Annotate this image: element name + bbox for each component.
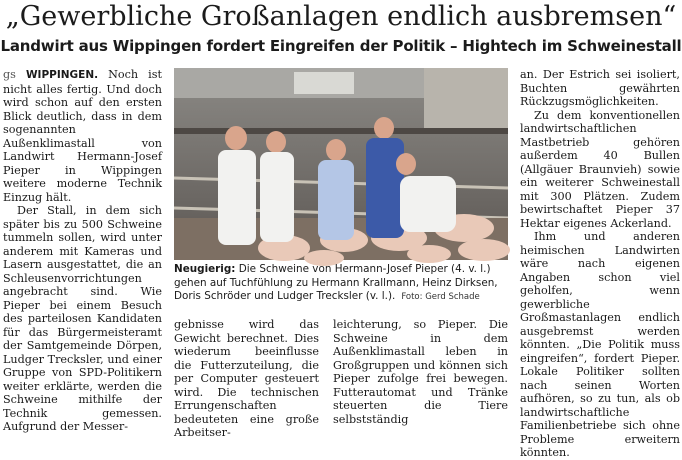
paragraph-4-3: Ihm und anderen heimischen Landwirten wäre nach eigenen Angaben schon viel geholfen, wenn gewerbliche Großmastanlagen endlich ausgebremst werden könnten. „Die Politik muss eingreifen“, fordert Pieper. Lokale Politiker sollten nach seinen Worten aufhören, so zu tun, als ob landwirtschaftliche Familienbetriebe sich ohne Probleme erweitern könnten. xyxy=(520,230,680,459)
column-2-text: gebnisse wird das Gewicht berechnet. Dies wiederum beeinflusse die Futterzuteilung, die per Computer gesteuert wird. Die technischen Errungenschaften bedeuteten eine große Arbeitser- xyxy=(174,318,319,439)
paragraph-1 xyxy=(3,68,162,204)
subheadline: Landwirt aus Wippingen fordert Eingreifen der Politik – Hightech im Schweinestall xyxy=(0,37,682,55)
paragraph-2: Der Stall, in dem sich später bis zu 500 Schweine tummeln sollen, wird unter anderem mit Kameras und Lasern ausgestattet, die an Schleusenvorrichtungen angebracht sind. Wie Pieper bei einem Besuch des parteilosen Kandidaten für das Bürgermeisteramt der Samtgemeinde Dörpen, Ludger Trecksler, und einer Gruppe von SPD-Politikern weiter erklärte, werden die Schweine mithilfe der Technik gemessen. Aufgrund der Messer- xyxy=(3,204,162,433)
photo-caption xyxy=(174,263,508,305)
author-initials: gs xyxy=(3,68,16,81)
headline: „Gewerbliche Großanlagen endlich ausbremsen“ xyxy=(5,1,677,32)
article-column-2 xyxy=(174,318,319,439)
article-column-3 xyxy=(333,318,508,426)
photo-credit: Foto: Gerd Schade xyxy=(401,292,480,303)
column-3-text: leichterung, so Pieper. Die Schweine in dem Außenklimastall leben in Großgruppen und können sich Pieper zufolge frei bewegen. Futterautomat und Tränke steuerten die Tiere selbstständig xyxy=(333,318,508,426)
paragraph-1-text: Noch ist nicht alles fertig. Und doch wird schon auf den ersten Blick deutlich, dass in dem sogenannten Außenklimastall von Landwirt Hermann-Josef Pieper in Wippingen weitere moderne Technik Einzug hält. xyxy=(3,68,162,204)
caption-text: Die Schweine von Hermann-Josef Pieper (4. v. l.) gehen auf Tuchfühlung zu Hermann Krallmann, Heinz Dirksen, Doris Schröder und Ludger Trecksler (v. l.). xyxy=(174,263,498,303)
article-column-1 xyxy=(3,68,162,433)
caption-label: Neugierig: xyxy=(174,263,236,275)
dateline: WIPPINGEN. xyxy=(25,69,99,81)
paragraph-4-1: an. Der Estrich sei isoliert, Buchten gewährten Rückzugsmöglichkeiten. xyxy=(520,68,680,108)
article-column-4 xyxy=(520,68,680,459)
paragraph-4-2: Zu dem konventionellen landwirtschaftlichen Mastbetrieb gehören außerdem 40 Bullen (Allgäuer Braunvieh) sowie ein weiterer Schweinestall mit 300 Plätzen. Zudem bewirtschaftet Pieper 37 Hektar eigenes Ackerland. xyxy=(520,108,680,230)
article-photo xyxy=(174,68,508,260)
barn-photo-illustration xyxy=(174,68,508,260)
